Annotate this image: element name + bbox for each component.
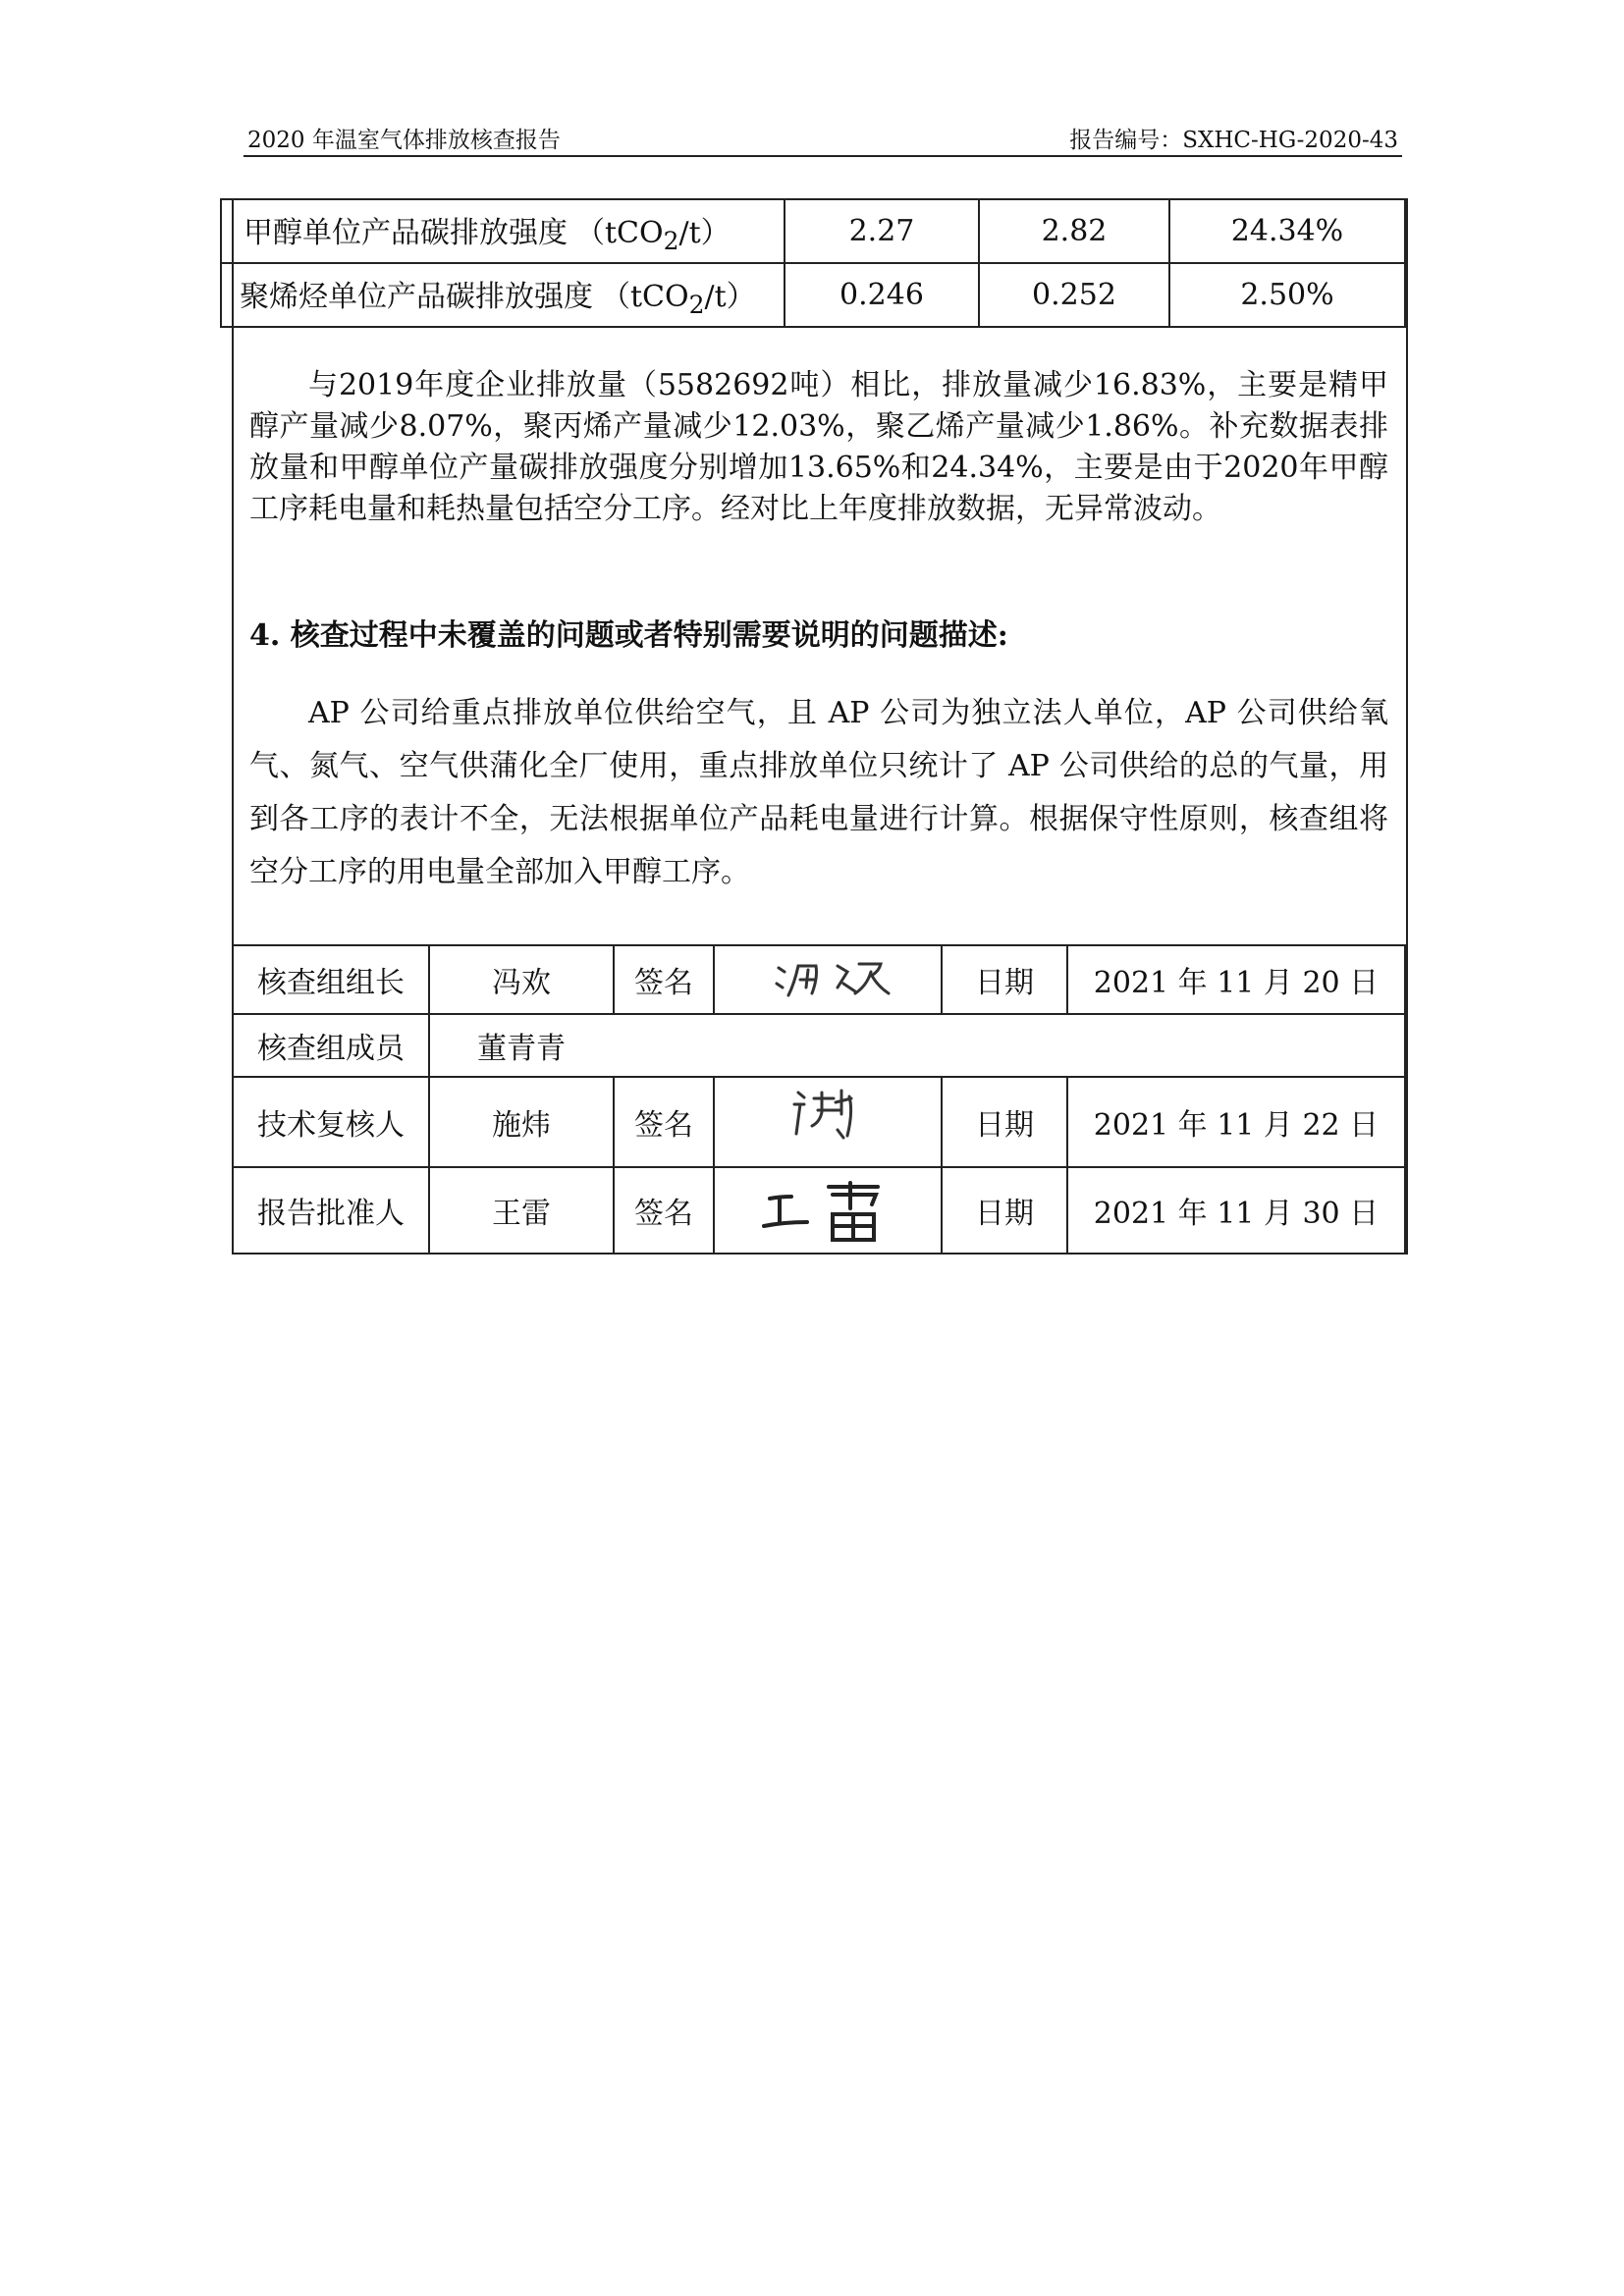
person-name: 王雷 [429, 1167, 614, 1254]
date-label: 日期 [942, 1077, 1067, 1167]
signature-image [739, 950, 916, 1009]
value-2019: 2.82 [979, 199, 1169, 263]
intensity-label: 聚烯烃单位产品碳排放强度 （tCO$_2$/t） [221, 263, 785, 327]
intensity-table [220, 198, 1406, 328]
signature-image [734, 1173, 921, 1248]
signature-cell [714, 1167, 942, 1254]
report-number: 报告编号：SXHC-HG-2020-43 [1069, 128, 1398, 153]
date-value: 2021 年 11 月 20 日 [1067, 945, 1405, 1014]
sign-label: 签名 [614, 945, 714, 1014]
role-label: 核查组成员 [233, 1014, 429, 1077]
table-row [233, 945, 1405, 1014]
sign-label: 签名 [614, 1167, 714, 1254]
comparison-paragraph: 与2019年度企业排放量（5582692吨）相比，排放量减少16.83%，主要是精甲醇产量减少8.07%，聚丙烯产量减少12.03%，聚乙烯产量减少1.86%。补充数据表排放量和甲醇单位产量碳排放强度分别增加13.65%和24.34%，主要是由于2020年甲醇工序耗电量和耗热量包括空分工序。经对比上年度排放数据，无异常波动。 [249, 368, 1388, 526]
value-change: 2.50% [1169, 263, 1405, 327]
sign-label: 签名 [614, 1077, 714, 1167]
role-label: 核查组组长 [233, 945, 429, 1014]
role-label: 技术复核人 [233, 1077, 429, 1167]
table-row [221, 199, 1405, 263]
table-row [221, 263, 1405, 327]
signature-cell [714, 1077, 942, 1167]
section-paragraph: AP 公司给重点排放单位供给空气，且 AP 公司为独立法人单位，AP 公司供给氧气、氮气、空气供蒲化全厂使用，重点排放单位只统计了 AP 公司供给的总的气量，用到各工序的表计不全，无法根据单位产品耗电量进行计算。根据保守性原则，核查组将空分工序的用电量全部加入甲醇工序。 [249, 696, 1388, 889]
person-name: 董青青 [429, 1014, 1405, 1077]
signature-cell [714, 945, 942, 1014]
value-2020: 2.27 [785, 199, 979, 263]
section-heading: 4. 核查过程中未覆盖的问题或者特别需要说明的问题描述: [249, 618, 1008, 653]
value-2019: 0.252 [979, 263, 1169, 327]
report-title: 2020 年温室气体排放核查报告 [247, 128, 561, 153]
person-name: 施炜 [429, 1077, 614, 1167]
value-2020: 0.246 [785, 263, 979, 327]
role-label: 报告批准人 [233, 1167, 429, 1254]
table-row [233, 1077, 1405, 1167]
signature-image [739, 1083, 916, 1161]
date-label: 日期 [942, 945, 1067, 1014]
date-value: 2021 年 11 月 30 日 [1067, 1167, 1405, 1254]
date-label: 日期 [942, 1167, 1067, 1254]
person-name: 冯欢 [429, 945, 614, 1014]
value-change: 24.34% [1169, 199, 1405, 263]
page-header [244, 116, 1402, 157]
date-value: 2021 年 11 月 22 日 [1067, 1077, 1405, 1167]
table-row [233, 1167, 1405, 1254]
signoff-table [232, 944, 1406, 1255]
table-row [233, 1014, 1405, 1077]
intensity-label: 甲醇单位产品碳排放强度 （tCO$_2$/t） [221, 199, 785, 263]
